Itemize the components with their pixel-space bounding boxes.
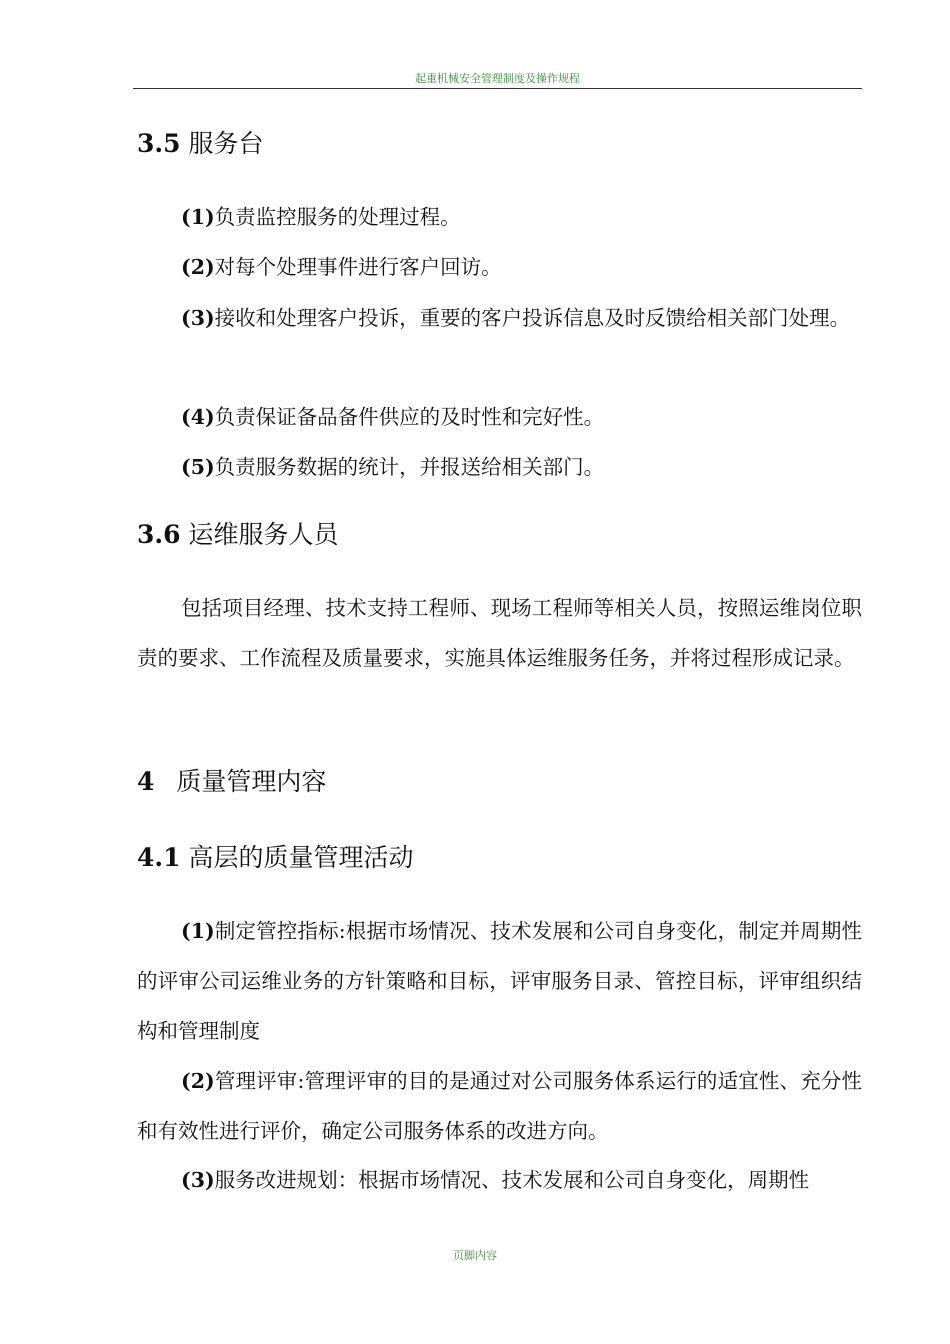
list-item — [137, 192, 862, 242]
heading-text: 高层的质量管理活动 — [188, 843, 414, 872]
list-item — [137, 242, 862, 292]
item-number: (1) — [181, 919, 215, 943]
item-text: 服务改进规划：根据市场情况、技术发展和公司自身变化，周期性 — [214, 1168, 810, 1192]
item-text: 对每个处理事件进行客户回访。 — [214, 255, 502, 279]
item-number: (1) — [181, 205, 215, 229]
heading-text: 质量管理内容 — [176, 767, 327, 796]
list-item — [137, 906, 862, 1056]
heading-4 — [137, 767, 326, 797]
heading-3-6 — [137, 520, 339, 550]
heading-number: 3.6 — [137, 520, 181, 549]
item-number: (2) — [181, 255, 215, 279]
item-number: (3) — [181, 306, 215, 330]
heading-number: 4.1 — [137, 843, 181, 872]
item-text: 负责监控服务的处理过程。 — [214, 205, 461, 229]
header-divider — [133, 88, 862, 89]
list-item — [137, 1056, 862, 1156]
item-text: 接收和处理客户投诉，重要的客户投诉信息及时反馈给相关部门处理。 — [214, 306, 851, 330]
heading-4-1 — [137, 843, 414, 873]
heading-text: 运维服务人员 — [188, 520, 339, 549]
item-number: (3) — [181, 1168, 215, 1192]
heading-number: 4 — [137, 767, 155, 796]
item-lead: 管理评审: — [214, 1069, 305, 1093]
item-number: (4) — [181, 405, 215, 429]
item-number: (5) — [181, 455, 215, 479]
page-header-title: 起重机械安全管理制度及操作规程 — [415, 72, 580, 85]
list-item — [137, 442, 862, 492]
list-item — [137, 392, 862, 442]
heading-number: 3.5 — [137, 129, 181, 158]
item-lead: 制定管控指标: — [214, 919, 346, 943]
item-text: 根据市场情况、技术发展和公司自身变化，制定并周期性的评审公司运维业务的方针策略和目标，评审服务目录、管控目标，评审组织结构和管理制度 — [137, 919, 862, 1043]
item-number: (2) — [181, 1069, 215, 1093]
body-paragraph: 包括项目经理、技术支持工程师、现场工程师等相关人员，按照运维岗位职责的要求、工作流程及质量要求，实施具体运维服务任务，并将过程形成记录。 — [137, 596, 862, 670]
item-text: 管理评审的目的是通过对公司服务体系运行的适宜性、充分性和有效性进行评价，确定公司服务体系的改进方向。 — [137, 1069, 862, 1143]
page-footer-text: 页脚内容 — [453, 1249, 497, 1262]
item-text: 负责服务数据的统计，并报送给相关部门。 — [214, 455, 605, 479]
list-item — [137, 293, 862, 343]
list-item — [137, 1155, 862, 1205]
item-text: 负责保证备品备件供应的及时性和完好性。 — [214, 405, 605, 429]
heading-text: 服务台 — [188, 129, 264, 158]
heading-3-5 — [137, 129, 264, 159]
